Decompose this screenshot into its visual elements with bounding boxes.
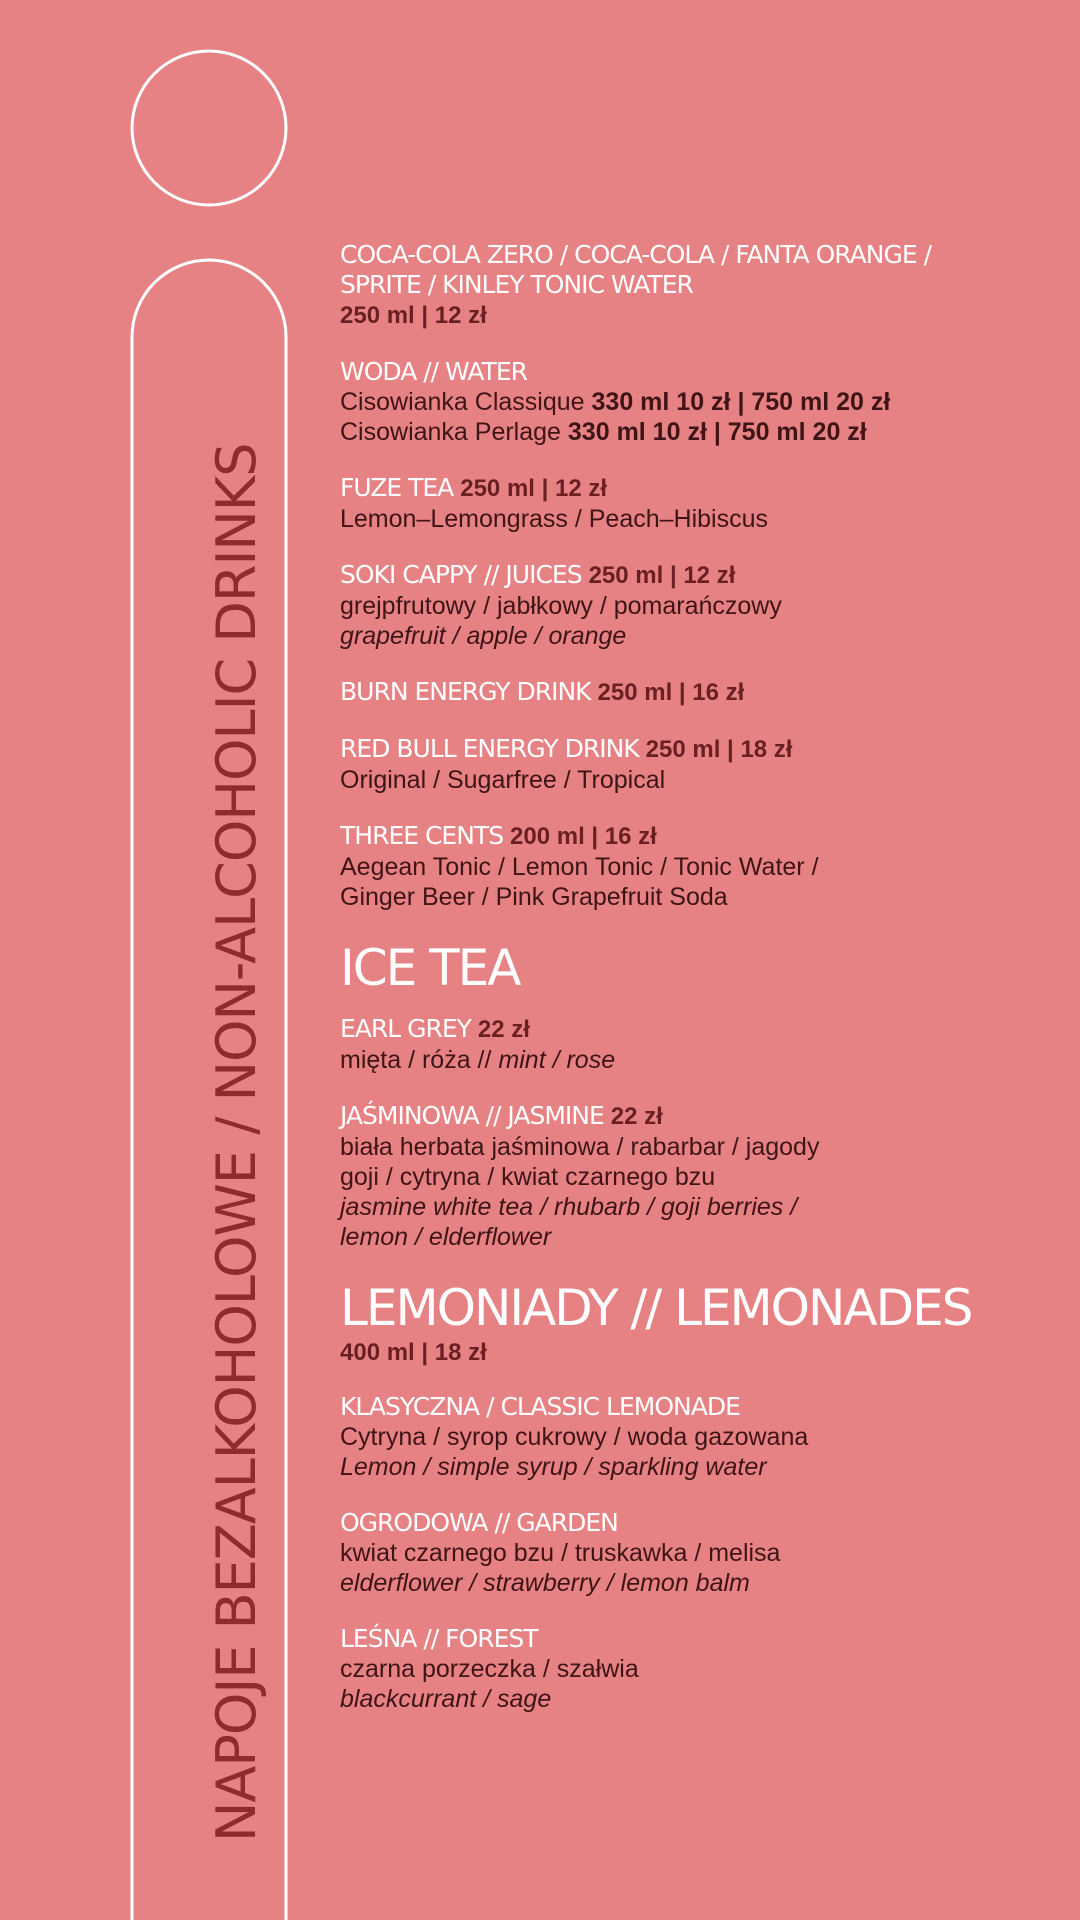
- item-variant: Cisowianka Classique: [340, 388, 585, 416]
- menu-item: [340, 1014, 1060, 1075]
- item-description-en: blackcurrant / sage: [340, 1685, 552, 1713]
- item-description-en: lemon / elderflower: [340, 1223, 552, 1251]
- dot-circle: [132, 51, 286, 205]
- item-price: 330 ml 10 zł | 750 ml 20 zł: [567, 418, 867, 446]
- item-name: FUZE TEA: [340, 473, 454, 502]
- section-vertical-title: NAPOJE BEZALKOHOLOWE / NON-ALCOHOLIC DRINKS: [205, 443, 268, 1842]
- item-description: czarna porzeczka / szałwia: [340, 1655, 639, 1683]
- menu-item: [340, 357, 1060, 447]
- item-price: 22 zł: [610, 1103, 663, 1130]
- menu-item: [340, 473, 1060, 534]
- item-description-en: Lemon / simple syrup / sparkling water: [340, 1453, 767, 1481]
- item-name: OGRODOWA // GARDEN: [340, 1508, 618, 1537]
- item-description: Ginger Beer / Pink Grapefruit Soda: [340, 883, 728, 911]
- item-description: Original / Sugarfree / Tropical: [340, 766, 666, 794]
- item-name: SPRITE / KINLEY TONIC WATER: [340, 270, 693, 299]
- menu-item: [340, 677, 1060, 708]
- menu-item: [340, 240, 1060, 331]
- item-name: THREE CENTS: [340, 821, 504, 850]
- item-name: LEŚNA // FOREST: [340, 1624, 538, 1653]
- item-name: BURN ENERGY DRINK: [340, 677, 591, 706]
- item-price: 22 zł: [477, 1016, 530, 1043]
- item-price: 250 ml | 12 zł: [340, 302, 487, 329]
- item-name: COCA-COLA ZERO / COCA-COLA / FANTA ORANGE /: [340, 240, 931, 269]
- item-price: 250 ml | 18 zł: [645, 736, 793, 763]
- item-name: SOKI CAPPY // JUICES: [340, 560, 582, 589]
- item-description: Aegean Tonic / Lemon Tonic / Tonic Water /: [340, 853, 819, 881]
- item-description: biała herbata jaśminowa / rabarbar / jagody: [340, 1133, 820, 1161]
- item-name: KLASYCZNA / CLASSIC LEMONADE: [340, 1392, 740, 1421]
- menu-item: [340, 1392, 1060, 1482]
- item-description: Lemon–Lemongrass / Peach–Hibiscus: [340, 505, 769, 533]
- item-description: goji / cytryna / kwiat czarnego bzu: [340, 1163, 716, 1191]
- item-price: 330 ml 10 zł | 750 ml 20 zł: [591, 388, 891, 416]
- section-heading-ice-tea: ICE TEA: [340, 939, 520, 997]
- item-description: mięta / róża //: [340, 1046, 492, 1074]
- item-description-en: mint / rose: [498, 1046, 616, 1074]
- item-description-en: grapefruit / apple / orange: [340, 622, 627, 650]
- item-price: 250 ml | 16 zł: [597, 679, 745, 706]
- item-description-en: elderflower / strawberry / lemon balm: [340, 1569, 750, 1597]
- item-description: grejpfrutowy / jabłkowy / pomarańczowy: [340, 592, 782, 620]
- item-name: RED BULL ENERGY DRINK: [340, 734, 639, 763]
- menu-item: [340, 560, 1060, 651]
- item-name: JAŚMINOWA // JASMINE: [340, 1101, 604, 1130]
- menu-item: [340, 734, 1060, 795]
- item-description: Cytryna / syrop cukrowy / woda gazowana: [340, 1423, 809, 1451]
- item-name: WODA // WATER: [340, 357, 527, 386]
- menu-item: [340, 821, 1060, 912]
- item-price: 250 ml | 12 zł: [588, 562, 736, 589]
- item-price: 250 ml | 12 zł: [460, 475, 608, 502]
- item-description: kwiat czarnego bzu / truskawka / melisa: [340, 1539, 781, 1567]
- item-name: EARL GREY: [340, 1014, 471, 1043]
- menu-item: [340, 1101, 1060, 1252]
- item-description-en: jasmine white tea / rhubarb / goji berries /: [340, 1193, 798, 1221]
- menu-item: [340, 1508, 1060, 1598]
- item-variant: Cisowianka Perlage: [340, 418, 561, 446]
- item-price: 200 ml | 16 zł: [510, 823, 657, 850]
- menu-content: [340, 240, 1060, 1740]
- menu-item: [340, 1624, 1060, 1714]
- section-heading-lemonades: LEMONIADY // LEMONADES: [340, 1279, 972, 1337]
- section-price: 400 ml | 18 zł: [340, 1339, 487, 1366]
